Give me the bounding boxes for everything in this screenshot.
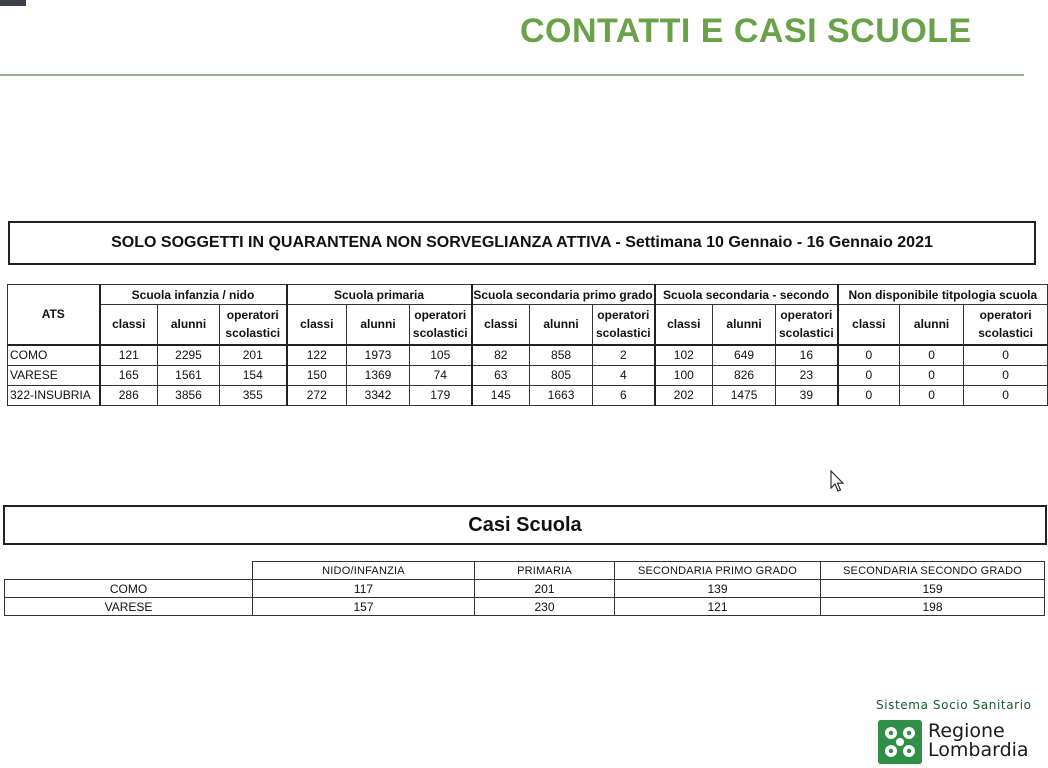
value-cell: 139 xyxy=(615,580,821,598)
value-cell: 16 xyxy=(776,345,838,366)
value-cell: 39 xyxy=(776,385,838,405)
mouse-pointer-icon xyxy=(830,470,846,494)
value-cell: 0 xyxy=(838,365,900,385)
value-cell: 2 xyxy=(593,345,655,366)
value-cell: 0 xyxy=(900,365,964,385)
value-cell: 826 xyxy=(713,365,776,385)
value-cell: 1369 xyxy=(347,365,410,385)
value-cell: 117 xyxy=(253,580,475,598)
value-cell: 355 xyxy=(220,385,287,405)
subheader-alunni: alunni xyxy=(900,305,964,345)
value-cell: 0 xyxy=(900,385,964,405)
group-header: Non disponibile titpologia scuola xyxy=(838,285,1048,305)
brand-name-line1: Regione xyxy=(928,720,1005,742)
value-cell: 230 xyxy=(475,598,615,616)
value-cell: 1973 xyxy=(347,345,410,366)
value-cell: 4 xyxy=(593,365,655,385)
value-cell: 202 xyxy=(655,385,713,405)
value-cell: 74 xyxy=(410,365,472,385)
column-header: SECONDARIA SECONDO GRADO xyxy=(821,562,1045,580)
value-cell: 165 xyxy=(100,365,158,385)
value-cell: 179 xyxy=(410,385,472,405)
value-cell: 121 xyxy=(615,598,821,616)
quarantine-table xyxy=(7,284,1048,406)
value-cell: 0 xyxy=(964,385,1048,405)
value-cell: 0 xyxy=(964,345,1048,366)
value-cell: 82 xyxy=(472,345,530,366)
subheader-classi: classi xyxy=(472,305,530,345)
subheader-operatori: operatori scolastici xyxy=(593,305,655,345)
cases-banner: Casi Scuola xyxy=(3,505,1047,545)
lombardia-logo-icon xyxy=(878,720,922,764)
value-cell: 105 xyxy=(410,345,472,366)
subheader-classi: classi xyxy=(655,305,713,345)
table-row xyxy=(8,345,1048,366)
value-cell: 157 xyxy=(253,598,475,616)
subheader-alunni: alunni xyxy=(158,305,220,345)
value-cell: 201 xyxy=(475,580,615,598)
value-cell: 154 xyxy=(220,365,287,385)
value-cell: 150 xyxy=(287,365,347,385)
table-row xyxy=(8,385,1048,405)
column-header: NIDO/INFANZIA xyxy=(253,562,475,580)
brand-block xyxy=(876,698,1032,761)
group-header: Scuola infanzia / nido xyxy=(100,285,287,305)
value-cell: 23 xyxy=(776,365,838,385)
quarantine-banner: SOLO SOGGETTI IN QUARANTENA NON SORVEGLIANZA ATTIVA - Settimana 10 Gennaio - 16 Gennaio 2021 xyxy=(8,221,1036,265)
ats-cell: VARESE xyxy=(5,598,253,616)
value-cell: 159 xyxy=(821,580,1045,598)
value-cell: 3856 xyxy=(158,385,220,405)
subheader-alunni: alunni xyxy=(530,305,593,345)
value-cell: 858 xyxy=(530,345,593,366)
value-cell: 145 xyxy=(472,385,530,405)
brand-name-line2: Lombardia xyxy=(928,739,1029,761)
value-cell: 286 xyxy=(100,385,158,405)
value-cell: 2295 xyxy=(158,345,220,366)
value-cell: 6 xyxy=(593,385,655,405)
slide-title: CONTATTI E CASI SCUOLE xyxy=(520,12,972,50)
value-cell: 1561 xyxy=(158,365,220,385)
window-corner-marker xyxy=(0,0,26,6)
value-cell: 649 xyxy=(713,345,776,366)
value-cell: 102 xyxy=(655,345,713,366)
table-row xyxy=(5,580,1045,598)
ats-cell: COMO xyxy=(5,580,253,598)
subheader-classi: classi xyxy=(100,305,158,345)
value-cell: 805 xyxy=(530,365,593,385)
group-header: Scuola secondaria primo grado xyxy=(472,285,655,305)
value-cell: 63 xyxy=(472,365,530,385)
subheader-operatori: operatori scolastici xyxy=(220,305,287,345)
ats-column-header: ATS xyxy=(8,285,100,345)
group-header: Scuola primaria xyxy=(287,285,472,305)
column-header: SECONDARIA PRIMO GRADO xyxy=(615,562,821,580)
ats-cell: VARESE xyxy=(8,365,100,385)
subheader-classi: classi xyxy=(838,305,900,345)
value-cell: 272 xyxy=(287,385,347,405)
table-row xyxy=(8,365,1048,385)
value-cell: 0 xyxy=(964,365,1048,385)
empty-header-cell xyxy=(5,562,253,580)
value-cell: 1475 xyxy=(713,385,776,405)
brand-name xyxy=(928,722,1029,760)
subheader-operatori: operatori scolastici xyxy=(964,305,1048,345)
value-cell: 0 xyxy=(900,345,964,366)
column-header: PRIMARIA xyxy=(475,562,615,580)
title-divider xyxy=(0,74,1024,76)
value-cell: 201 xyxy=(220,345,287,366)
value-cell: 1663 xyxy=(530,385,593,405)
ats-cell: COMO xyxy=(8,345,100,366)
subheader-alunni: alunni xyxy=(347,305,410,345)
value-cell: 100 xyxy=(655,365,713,385)
value-cell: 122 xyxy=(287,345,347,366)
group-header: Scuola secondaria - secondo xyxy=(655,285,838,305)
value-cell: 121 xyxy=(100,345,158,366)
brand-subtitle: Sistema Socio Sanitario xyxy=(876,698,1032,712)
value-cell: 198 xyxy=(821,598,1045,616)
value-cell: 3342 xyxy=(347,385,410,405)
table-row xyxy=(5,598,1045,616)
subheader-operatori: operatori scolastici xyxy=(410,305,472,345)
cases-table xyxy=(4,561,1045,616)
ats-cell: 322-INSUBRIA xyxy=(8,385,100,405)
subheader-classi: classi xyxy=(287,305,347,345)
subheader-alunni: alunni xyxy=(713,305,776,345)
value-cell: 0 xyxy=(838,385,900,405)
subheader-operatori: operatori scolastici xyxy=(776,305,838,345)
value-cell: 0 xyxy=(838,345,900,366)
